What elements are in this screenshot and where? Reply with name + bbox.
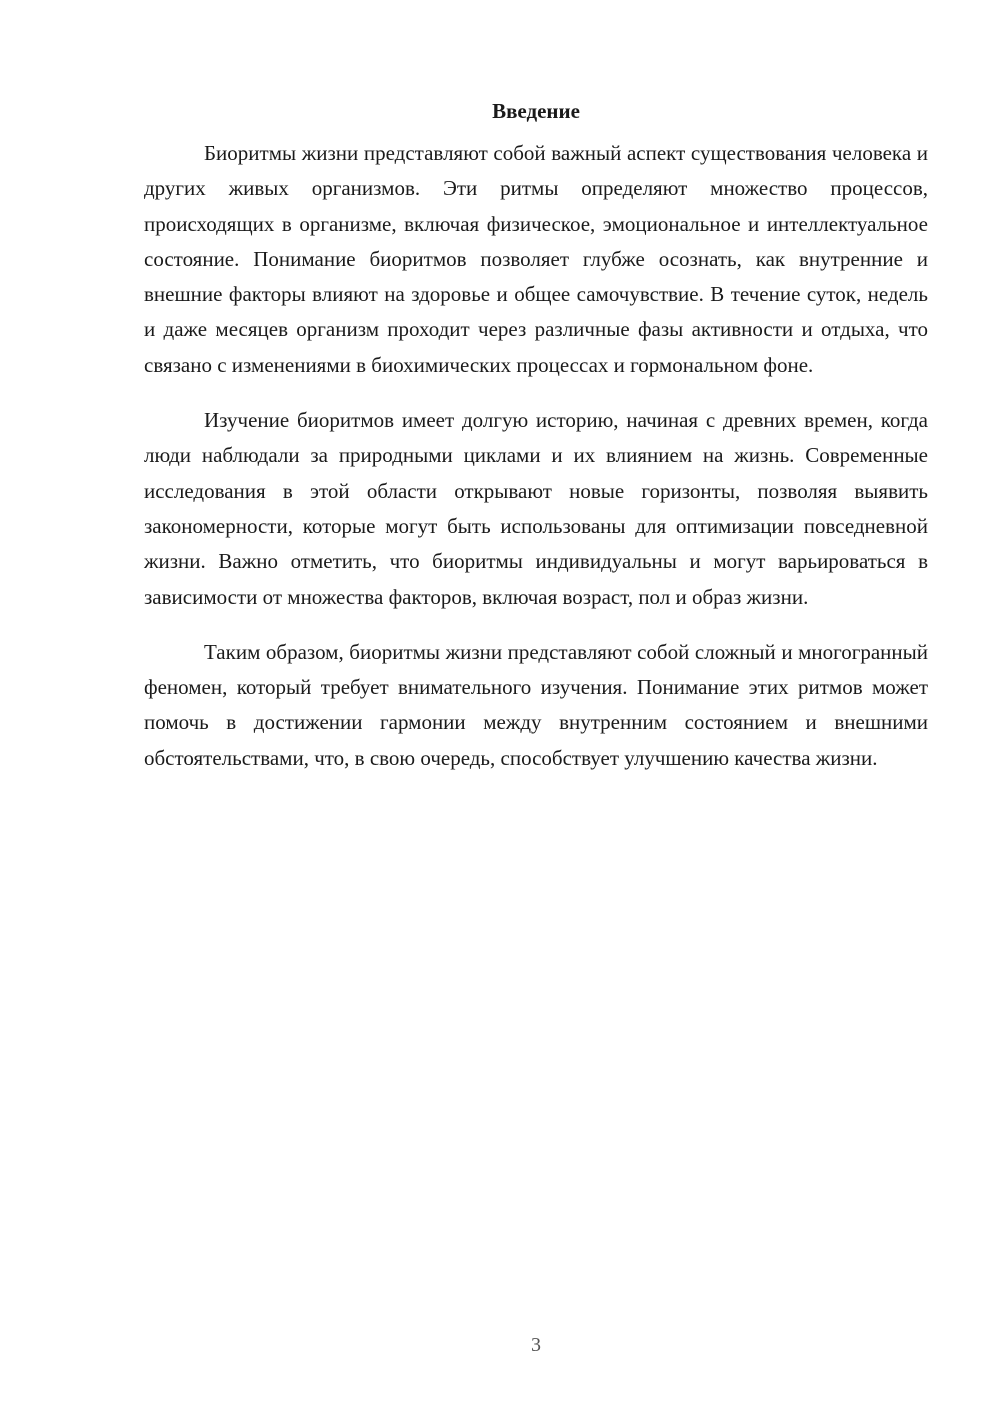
paragraph-2: Изучение биоритмов имеет долгую историю, начиная с древних времен, когда люди наблюдали за природными циклами и их влиянием на жизнь. Современные исследования в этой области открывают новые горизонты, позволяя выявить закономерности, которые могут быть использованы для оптимизации повседневной жизни. Важно отметить, что биоритмы индивидуальны и могут варьироваться в зависимости от множества факторов, включая возраст, пол и образ жизни.: [144, 408, 928, 609]
paragraph-1: Биоритмы жизни представляют собой важный аспект существования человека и других живых организмов. Эти ритмы определяют множество процессов, происходящих в организме, включая физическое, эмоциональное и интеллектуальное состояние. Понимание биоритмов позволяет глубже осознать, как внутренние и внешние факторы влияют на здоровье и общее самочувствие. В течение суток, недель и даже месяцев организм проходит через различные фазы активности и отдыха, что связано с изменениями в биохимических процессах и гормональном фоне.: [144, 141, 928, 377]
section-heading: Введение: [492, 99, 580, 123]
page-number: 3: [531, 1334, 541, 1356]
paragraph-3: Таким образом, биоритмы жизни представляют собой сложный и многогранный феномен, который требует внимательного изучения. Понимание этих ритмов может помочь в достижении гармонии между внутренним состоянием и внешними обстоятельствами, что, в свою очередь, способствует улучшению качества жизни.: [144, 639, 928, 770]
page-content: [144, 94, 928, 776]
